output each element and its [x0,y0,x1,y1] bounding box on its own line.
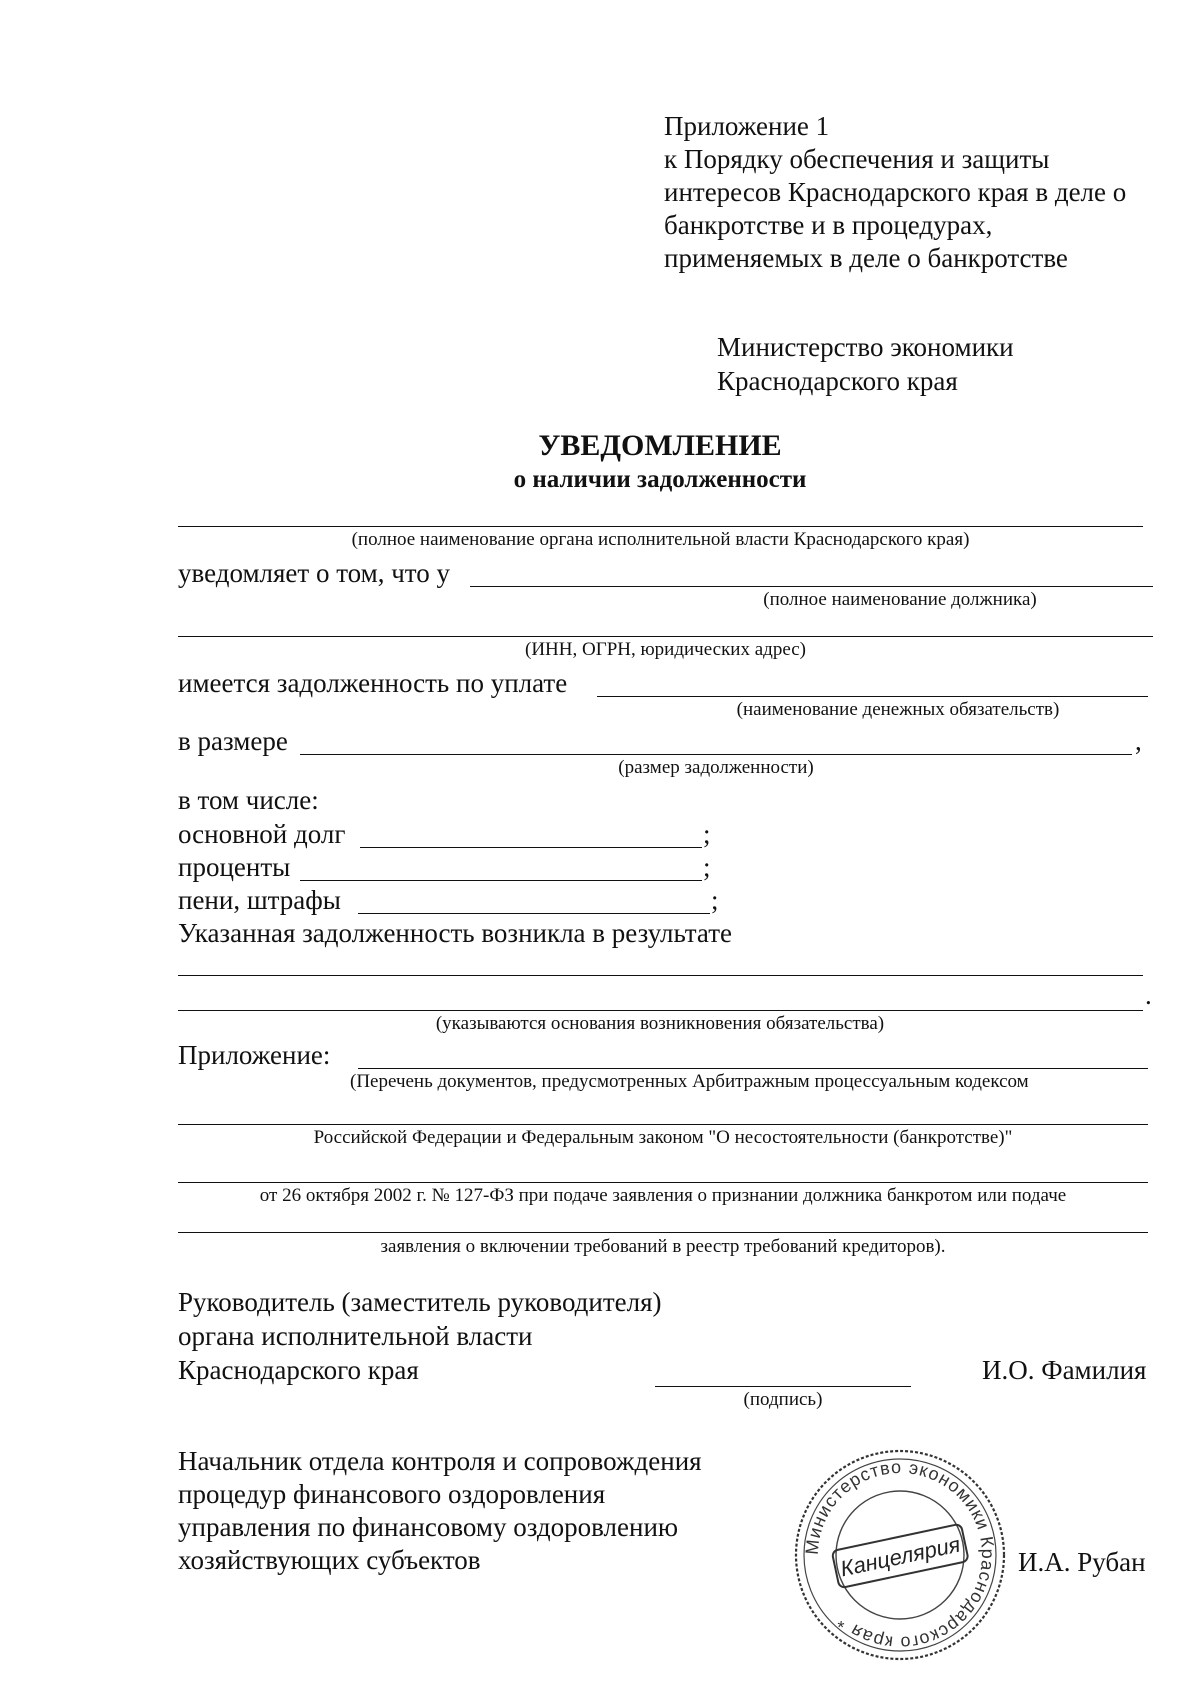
addressee-block [717,330,1014,398]
appendix-line: к Порядку обеспечения и защиты [664,144,1050,174]
penalties-field-line [358,913,710,914]
cause-label: Указанная задолженность возникла в результате [178,918,732,948]
addressee-line: Краснодарского края [717,366,958,396]
penalties-label: пени, штрафы [178,885,341,915]
signature-field-line [655,1386,911,1387]
hint-docs-4: заявления о включении требований в реестр требований кредиторов). [380,1236,946,1257]
signatory-line: Краснодарского края [178,1355,419,1385]
interest-label: проценты [178,852,291,882]
hint-amount: (размер задолженности) [618,757,814,778]
signatory-name: И.О. Фамилия [982,1355,1147,1385]
appendix-line: интересов Краснодарского края в деле о [664,177,1127,207]
amount-comma: , [1135,726,1142,756]
hint-authority: (полное наименование органа исполнительной власти Краснодарского края) [351,529,970,550]
debt-label: имеется задолженность по уплате [178,668,568,698]
document-subtitle: о наличии задолженности [513,466,807,493]
hint-ids: (ИНН, ОГРН, юридических адрес) [525,639,806,660]
debtor-field-line [470,586,1153,587]
authority-field-line [178,526,1143,527]
appendix-line: применяемых в деле о банкротстве [664,243,1068,273]
hint-debtor: (полное наименование должника) [763,589,1037,610]
amount-label: в размере [178,726,288,756]
appendix-line: банкротстве и в процедурах, [664,210,993,240]
stamp-ring-text: Министерство экономики Краснодарского края * [801,1456,999,1654]
hint-signature: (подпись) [743,1389,823,1410]
appendix-line: Приложение 1 [664,111,830,141]
docs-field-line-3 [178,1182,1148,1183]
including-label: в том числе: [178,785,319,815]
hint-docs-2: Российской Федерации и Федеральным законом "О несостоятельности (банкротстве)" [313,1127,1013,1148]
official-line: хозяйствующих субъектов [178,1545,481,1575]
official-line: процедур финансового оздоровления [178,1479,606,1509]
appendix-header [664,110,1126,275]
ids-field-line [178,636,1153,637]
hint-cause: (указываются основания возникновения обязательства) [435,1013,885,1034]
document-title: УВЕДОМЛЕНИЕ [538,429,782,462]
office-stamp [790,1445,1010,1665]
notifies-label: уведомляет о том, что у [178,558,450,588]
stamp-center-text: Канцелярия [838,1531,963,1582]
docs-field-line-2 [178,1124,1148,1125]
amount-field-line [300,754,1132,755]
official-line: управления по финансовому оздоровлению [178,1512,679,1542]
docs-field-line-4 [178,1232,1148,1233]
addressee-line: Министерство экономики [717,332,1014,362]
interest-semicolon: ; [703,852,711,882]
principal-semicolon: ; [703,819,711,849]
principal-field-line [360,847,702,848]
hint-docs-3: от 26 октября 2002 г. № 127-ФЗ при подаче заявления о признании должника банкротом или подаче [259,1185,1067,1206]
signatory-line: Руководитель (заместитель руководителя) [178,1287,662,1317]
official-line: Начальник отдела контроля и сопровождения [178,1446,702,1476]
signatory-line: органа исполнительной власти [178,1321,533,1351]
hint-docs-1: (Перечень документов, предусмотренных Арбитражным процессуальным кодексом [350,1071,1029,1092]
official-name: И.А. Рубан [1018,1547,1146,1577]
cause-field-line-1 [178,975,1143,976]
cause-field-line-2 [178,1010,1143,1011]
attachment-label: Приложение: [178,1040,331,1070]
penalties-semicolon: ; [711,885,719,915]
cause-period: . [1145,980,1152,1010]
principal-label: основной долг [178,819,346,849]
obligations-field-line [597,696,1148,697]
hint-obligations: (наименование денежных обязательств) [736,699,1060,720]
interest-field-line [300,880,702,881]
attachment-field-line [358,1068,1148,1069]
